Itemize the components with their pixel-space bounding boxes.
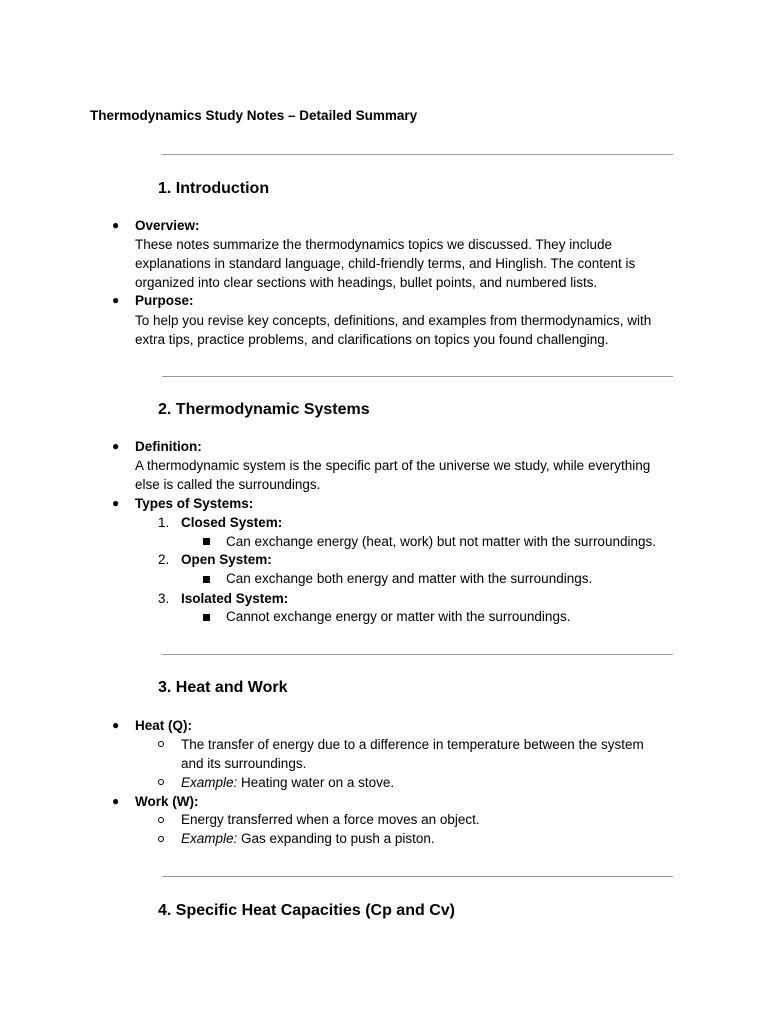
heat-example-label: Example: <box>181 775 238 790</box>
list-number: 2. <box>158 552 170 567</box>
list-number: 1. <box>158 515 170 530</box>
overview-text-line: explanations in standard language, child-friendly terms, and Hinglish. The content is <box>135 256 636 271</box>
heat-example <box>181 773 394 792</box>
bullet-dot: ● <box>112 794 120 808</box>
purpose-label: Purpose: <box>135 293 194 308</box>
circle-bullet <box>158 741 164 747</box>
overview-label: Overview: <box>135 218 200 233</box>
circle-bullet <box>158 817 164 823</box>
work-example-text: Gas expanding to push a piston. <box>237 831 435 846</box>
section-heading-specific-heat-capacities: 4. Specific Heat Capacities (Cp and Cv) <box>158 902 455 919</box>
bullet-dot: ● <box>112 439 120 453</box>
open-system-detail: Can exchange both energy and matter with the surroundings. <box>226 571 593 586</box>
overview-text-line: These notes summarize the thermodynamics topics we discussed. They include <box>135 237 612 252</box>
square-bullet <box>203 576 210 583</box>
purpose-text-line: To help you revise key concepts, definitions, and examples from thermodynamics, with <box>135 313 652 328</box>
overview-text-line: organized into clear sections with headings, bullet points, and numbered lists. <box>135 275 598 290</box>
definition-label: Definition: <box>135 439 202 454</box>
section-divider <box>162 376 673 377</box>
heat-definition-line: The transfer of energy due to a difference in temperature between the system <box>181 737 644 752</box>
section-heading-heat-and-work: 3. Heat and Work <box>158 679 288 696</box>
section-heading-introduction: 1. Introduction <box>158 180 270 197</box>
heat-label: Heat (Q): <box>135 718 192 733</box>
bullet-dot: ● <box>112 293 120 307</box>
closed-system-label: Closed System: <box>181 515 283 530</box>
section-divider <box>162 876 673 877</box>
work-label: Work (W): <box>135 794 199 809</box>
work-example <box>181 829 435 848</box>
square-bullet <box>203 614 210 621</box>
list-number: 3. <box>158 591 170 606</box>
circle-bullet <box>158 836 164 842</box>
isolated-system-detail: Cannot exchange energy or matter with the surroundings. <box>226 609 571 624</box>
closed-system-detail: Can exchange energy (heat, work) but not matter with the surroundings. <box>226 534 656 549</box>
heat-definition-line: and its surroundings. <box>181 756 307 771</box>
open-system-label: Open System: <box>181 552 272 567</box>
bullet-dot: ● <box>112 718 120 732</box>
section-divider <box>162 154 673 155</box>
bullet-dot: ● <box>112 496 120 510</box>
bullet-dot: ● <box>112 218 120 232</box>
section-divider <box>162 654 673 655</box>
isolated-system-label: Isolated System: <box>181 591 289 606</box>
section-heading-thermodynamic-systems: 2. Thermodynamic Systems <box>158 401 370 418</box>
heat-example-text: Heating water on a stove. <box>237 775 395 790</box>
document-title: Thermodynamics Study Notes – Detailed Summary <box>90 108 418 123</box>
square-bullet <box>203 538 210 545</box>
definition-text-line: else is called the surroundings. <box>135 477 321 492</box>
work-definition: Energy transferred when a force moves an object. <box>181 812 480 827</box>
definition-text-line: A thermodynamic system is the specific part of the universe we study, while everything <box>135 458 651 473</box>
work-example-label: Example: <box>181 831 238 846</box>
purpose-text-line: extra tips, practice problems, and clarifications on topics you found challenging. <box>135 332 609 347</box>
circle-bullet <box>158 779 164 785</box>
types-label: Types of Systems: <box>135 496 254 511</box>
